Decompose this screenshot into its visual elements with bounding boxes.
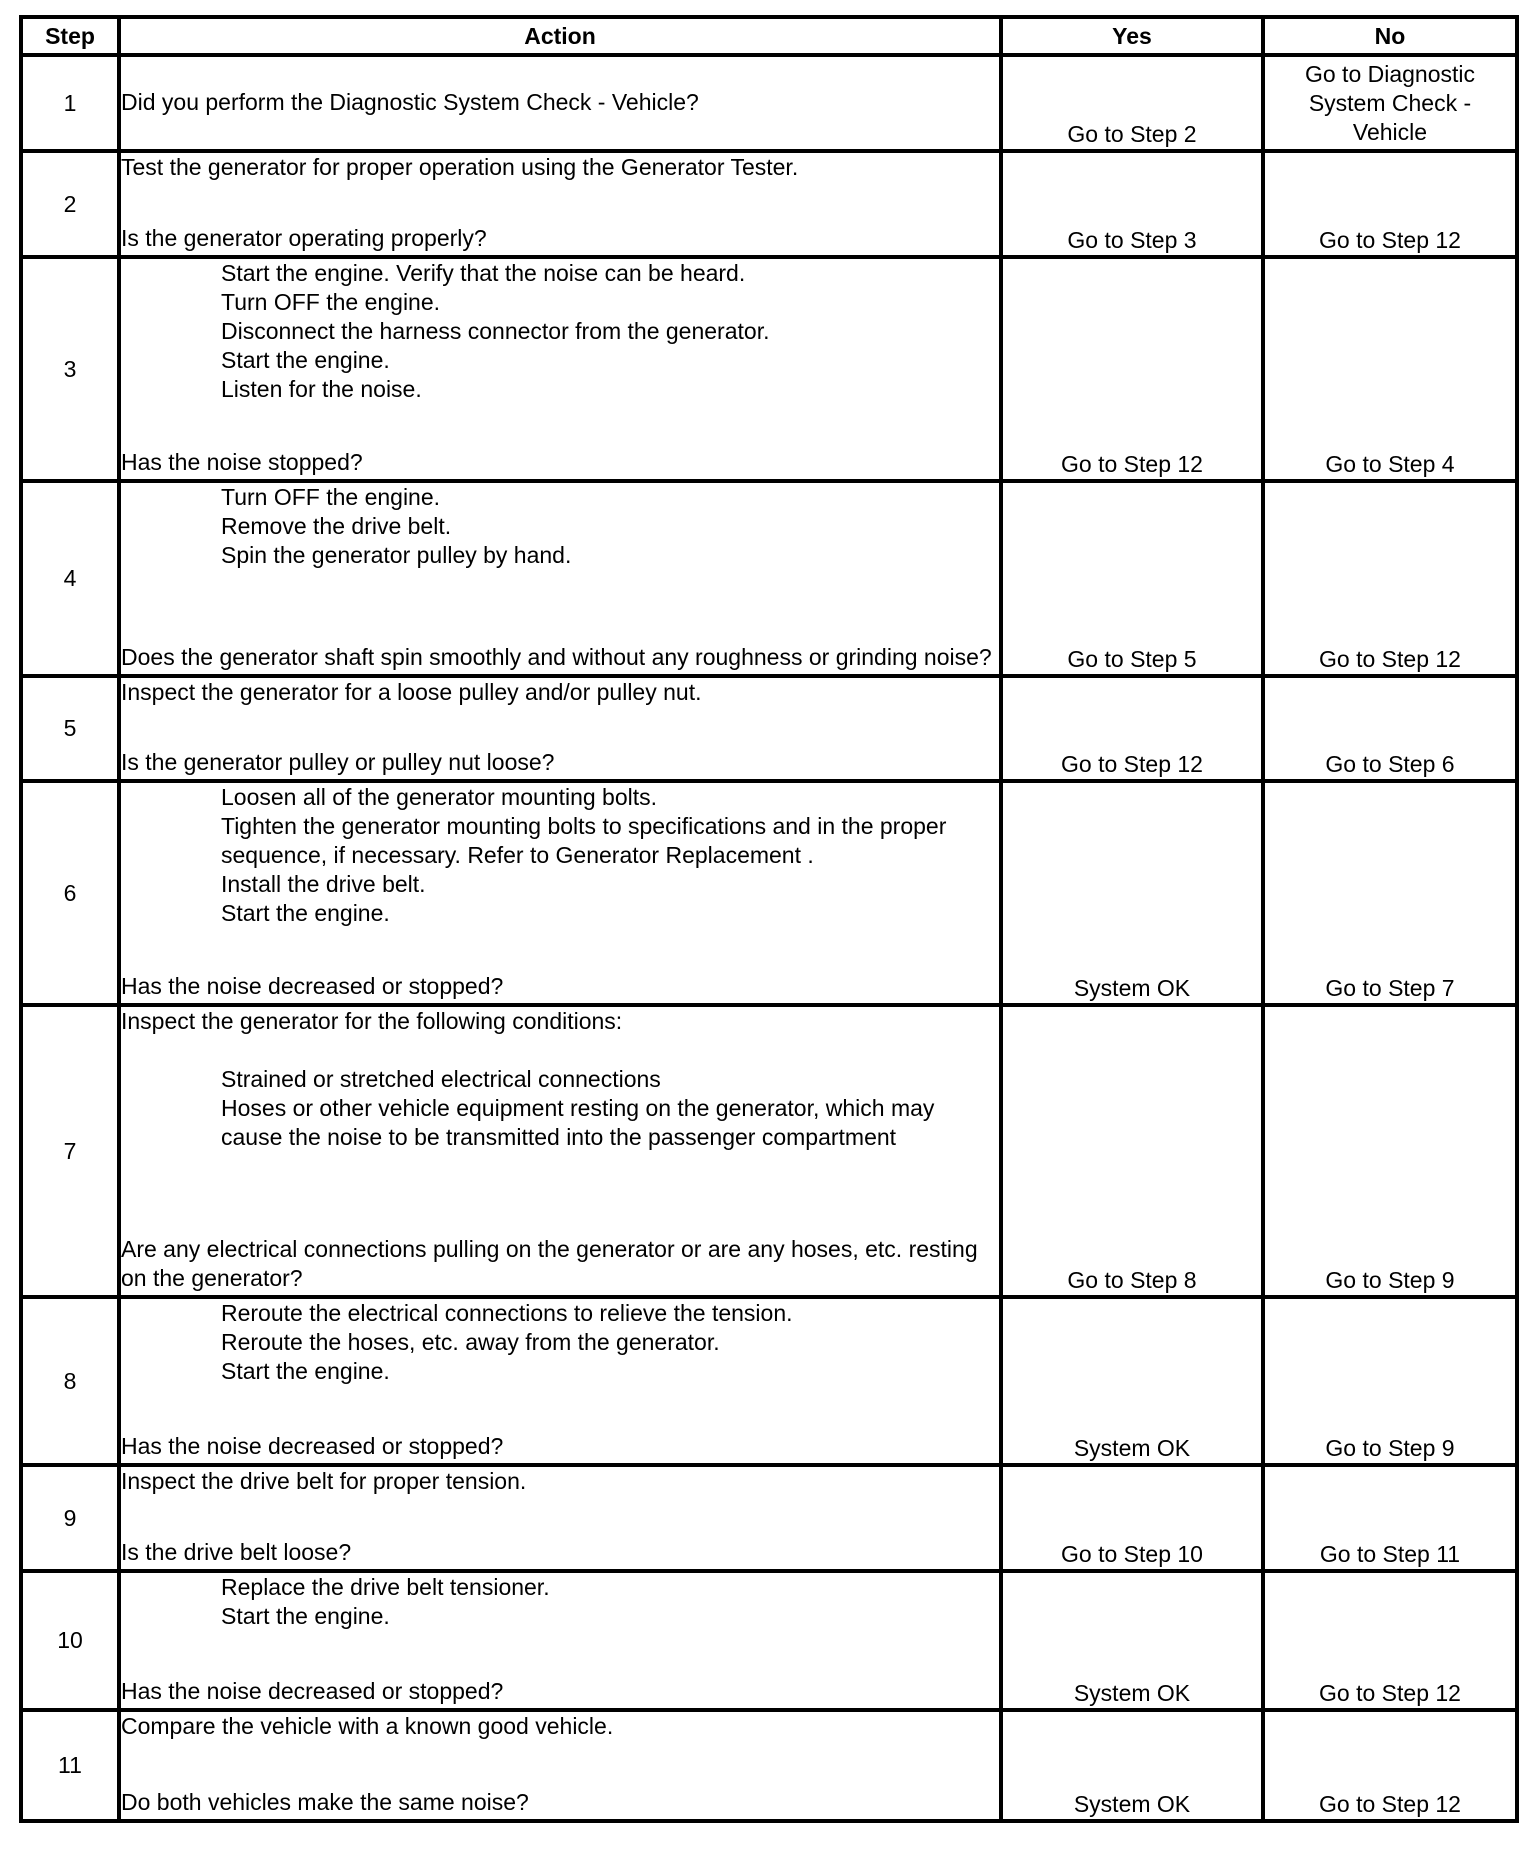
action-question: Does the generator shaft spin smoothly and without any roughness or grinding noise? — [121, 644, 992, 670]
yes-result: Go to Step 2 — [1001, 55, 1263, 151]
no-result: Go to Step 9 — [1263, 1297, 1517, 1465]
action-sub-step: Replace the drive belt tensioner. — [221, 1574, 550, 1600]
no-result: Go to Step 12 — [1263, 151, 1517, 257]
no-result: Go to Step 4 — [1263, 257, 1517, 481]
step-number: 8 — [21, 1297, 119, 1465]
action-sub-step: Turn OFF the engine. — [221, 289, 441, 315]
yes-result: Go to Step 10 — [1001, 1465, 1263, 1571]
action-cell — [119, 481, 1001, 676]
step-number: 5 — [21, 676, 119, 781]
step-number: 2 — [21, 151, 119, 257]
action-cell — [119, 781, 1001, 1005]
action-lead-text: Inspect the drive belt for proper tension. — [121, 1468, 527, 1494]
table-row — [21, 1005, 1517, 1297]
action-cell — [119, 1005, 1001, 1297]
yes-result: System OK — [1001, 781, 1263, 1005]
action-lead-text: Inspect the generator for the following conditions: — [121, 1008, 623, 1034]
action-cell — [119, 151, 1001, 257]
step-number: 4 — [21, 481, 119, 676]
action-question: Is the generator operating properly? — [121, 225, 487, 251]
yes-result: System OK — [1001, 1710, 1263, 1821]
step-number: 11 — [21, 1710, 119, 1821]
no-result: Go to Step 7 — [1263, 781, 1517, 1005]
yes-result: System OK — [1001, 1297, 1263, 1465]
table-row — [21, 1465, 1517, 1571]
table-row — [21, 676, 1517, 781]
yes-result: Go to Step 8 — [1001, 1005, 1263, 1297]
step-number: 10 — [21, 1571, 119, 1710]
table-row — [21, 1571, 1517, 1710]
action-cell — [119, 1571, 1001, 1710]
action-question: Are any electrical connections pulling on the generator or are any hoses, etc. resting on the generator? — [121, 1236, 978, 1291]
action-cell — [119, 676, 1001, 781]
action-sub-step: Start the engine. — [221, 1603, 390, 1629]
action-cell — [119, 1710, 1001, 1821]
no-result: Go to Step 9 — [1263, 1005, 1517, 1297]
table-row — [21, 55, 1517, 151]
action-sub-step: Reroute the electrical connections to relieve the tension. — [221, 1300, 793, 1326]
yes-result: System OK — [1001, 1571, 1263, 1710]
action-sub-step: Reroute the hoses, etc. away from the generator. — [221, 1329, 720, 1355]
action-sub-step: Listen for the noise. — [221, 376, 422, 402]
action-lead-text: Compare the vehicle with a known good vehicle. — [121, 1713, 614, 1739]
header-yes: Yes — [1001, 17, 1263, 55]
step-number: 7 — [21, 1005, 119, 1297]
action-sub-step: Start the engine. Verify that the noise can be heard. — [221, 260, 746, 286]
yes-result: Go to Step 3 — [1001, 151, 1263, 257]
step-number: 3 — [21, 257, 119, 481]
action-sub-step: Spin the generator pulley by hand. — [221, 542, 572, 568]
table-row — [21, 257, 1517, 481]
action-question: Is the drive belt loose? — [121, 1539, 352, 1565]
action-sub-step: Start the engine. — [221, 900, 390, 926]
yes-result: Go to Step 12 — [1001, 676, 1263, 781]
table-row — [21, 151, 1517, 257]
action-question: Has the noise stopped? — [121, 449, 363, 475]
action-question: Has the noise decreased or stopped? — [121, 1433, 504, 1459]
step-number: 1 — [21, 55, 119, 151]
action-sub-step: Disconnect the harness connector from the generator. — [221, 318, 770, 344]
action-question: Is the generator pulley or pulley nut loose? — [121, 749, 555, 775]
action-question: Did you perform the Diagnostic System Check - Vehicle? — [121, 88, 699, 115]
action-cell — [119, 257, 1001, 481]
action-sub-step: Start the engine. — [221, 1358, 390, 1384]
yes-result: Go to Step 12 — [1001, 257, 1263, 481]
yes-result: Go to Step 5 — [1001, 481, 1263, 676]
no-result: Go to Step 11 — [1263, 1465, 1517, 1571]
action-sub-step: Tighten the generator mounting bolts to specifications and in the proper sequence, if necessary. Refer to Generator Replacement . — [221, 813, 947, 868]
no-result: Go to Step 12 — [1263, 1571, 1517, 1710]
header-row — [21, 17, 1517, 55]
action-lead-text: Test the generator for proper operation using the Generator Tester. — [121, 154, 799, 180]
step-number: 6 — [21, 781, 119, 1005]
table-row — [21, 781, 1517, 1005]
action-question: Do both vehicles make the same noise? — [121, 1789, 529, 1815]
table-row — [21, 1297, 1517, 1465]
action-sub-step: Start the engine. — [221, 347, 390, 373]
table-row — [21, 481, 1517, 676]
no-result: Go to Step 12 — [1263, 481, 1517, 676]
action-sub-step: Loosen all of the generator mounting bolts. — [221, 784, 658, 810]
action-cell — [119, 1465, 1001, 1571]
action-sub-step: Install the drive belt. — [221, 871, 426, 897]
table-body — [21, 55, 1517, 1821]
header-step: Step — [21, 17, 119, 55]
step-number: 9 — [21, 1465, 119, 1571]
action-cell — [119, 1297, 1001, 1465]
action-sub-step: Strained or stretched electrical connections — [221, 1066, 661, 1092]
no-result: Go to Step 6 — [1263, 676, 1517, 781]
action-cell — [119, 55, 1001, 151]
action-question: Has the noise decreased or stopped? — [121, 973, 504, 999]
header-no: No — [1263, 17, 1517, 55]
action-sub-step: Remove the drive belt. — [221, 513, 452, 539]
diagnostic-table — [19, 15, 1519, 1823]
no-result: Go to Step 12 — [1263, 1710, 1517, 1821]
header-action: Action — [119, 17, 1001, 55]
table-row — [21, 1710, 1517, 1821]
action-lead-text: Inspect the generator for a loose pulley and/or pulley nut. — [121, 679, 702, 705]
action-sub-step: Turn OFF the engine. — [221, 484, 441, 510]
no-result: Go to Diagnostic System Check - Vehicle — [1263, 55, 1517, 151]
action-question: Has the noise decreased or stopped? — [121, 1678, 504, 1704]
action-sub-step: Hoses or other vehicle equipment resting on the generator, which may cause the noise to be transmitted into the passenger compartment — [221, 1095, 935, 1150]
